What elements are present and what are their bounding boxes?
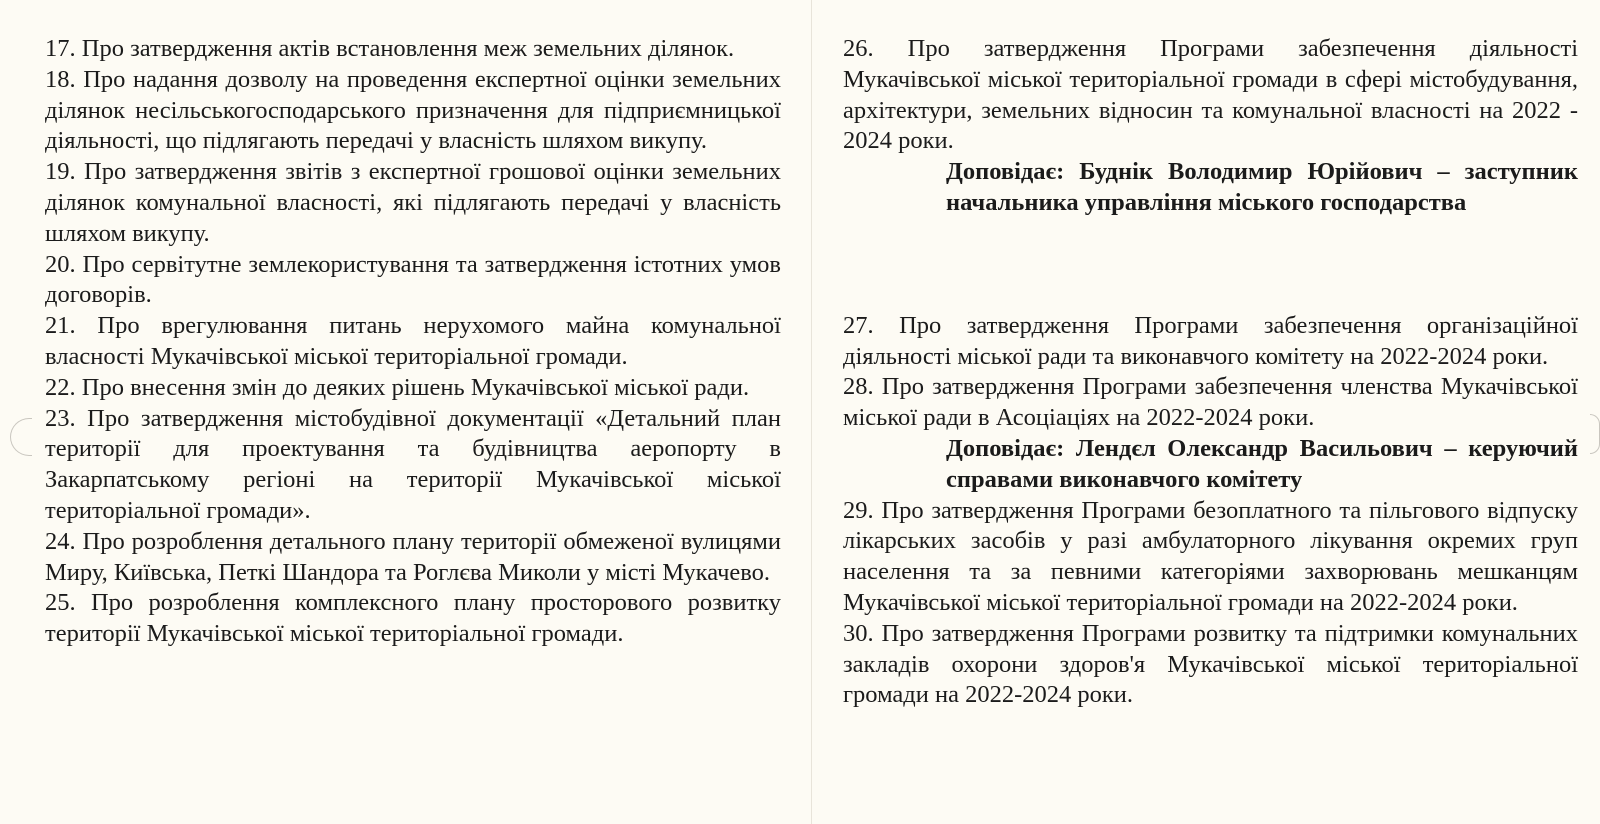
page-curl-right-icon (1590, 414, 1600, 454)
agenda-item-28: 28. Про затвердження Програми забезпечення членства Мукачівської міської ради в Асоціаціях на 2022-2024 роки. (843, 373, 1578, 432)
agenda-item-27: 27. Про затвердження Програми забезпечення організаційної діяльності міської ради та виконавчого комітету на 2022-2024 роки. (843, 311, 1578, 370)
blank-space (843, 219, 1578, 311)
agenda-item-30: 30. Про затвердження Програми розвитку та підтримки комунальних закладів охорони здоров'я Мукачівської міської територіальної громади на 2022-2024 роки. (843, 619, 1578, 709)
agenda-item-23: 23. Про затвердження містобудівної документації «Детальний план території для проектування та будівництва аеропорту в Закарпатському регіоні на території Мукачівської міської територіальної громади». (45, 404, 781, 524)
speaker-budnik: Доповідає: Буднік Володимир Юрійович – заступник начальника управління міського господарства (946, 158, 1578, 216)
speaker-lendel: Доповідає: Лендєл Олександр Васильович – керуючий справами виконавчого комітету (946, 434, 1578, 493)
agenda-item-29: 29. Про затвердження Програми безоплатного та пільгового відпуску лікарських засобів у разі амбулаторного лікування окремих груп населення та за певними категоріями захворювань мешканцям Мукачівської міської територіальної громади на 2022-2024 роки. (843, 496, 1578, 616)
agenda-item-25: 25. Про розроблення комплексного плану просторового розвитку території Мукачівської міської територіальної громади. (45, 589, 781, 648)
agenda-item-22: 22. Про внесення змін до деяких рішень Мукачівської міської ради. (45, 373, 750, 401)
agenda-item-21: 21. Про врегулювання питань нерухомого майна комунальної власності Мукачівської міської територіальної громади. (45, 312, 781, 370)
right-column (843, 34, 1578, 711)
left-column (45, 34, 781, 650)
agenda-item-17: 17. Про затвердження актів встановлення меж земельних ділянок. (45, 35, 735, 62)
agenda-item-24: 24. Про розроблення детального плану території обмеженої вулицями Миру, Київська, Петкі Шандора та Роглєва Миколи у місті Мукачево. (45, 527, 781, 586)
agenda-item-19: 19. Про затвердження звітів з експертної грошової оцінки земельних ділянок комунальної власності, які підлягають передачі у власність шляхом викупу. (45, 158, 781, 247)
page-divider (811, 0, 812, 824)
agenda-item-26: 26. Про затвердження Програми забезпечення діяльності Мукачівської міської територіальної громади в сфері містобудування, архітектури, земельних відносин та комунальної власності на 2022 - 2024 роки. (843, 35, 1578, 155)
agenda-item-20: 20. Про сервітутне землекористування та затвердження істотних умов договорів. (45, 250, 781, 309)
agenda-item-18: 18. Про надання дозволу на проведення експертної оцінки земельних ділянок несільськогосподарського призначення для підприємницької діяльності, що підлягають передачі у власність шляхом викупу. (45, 65, 781, 155)
